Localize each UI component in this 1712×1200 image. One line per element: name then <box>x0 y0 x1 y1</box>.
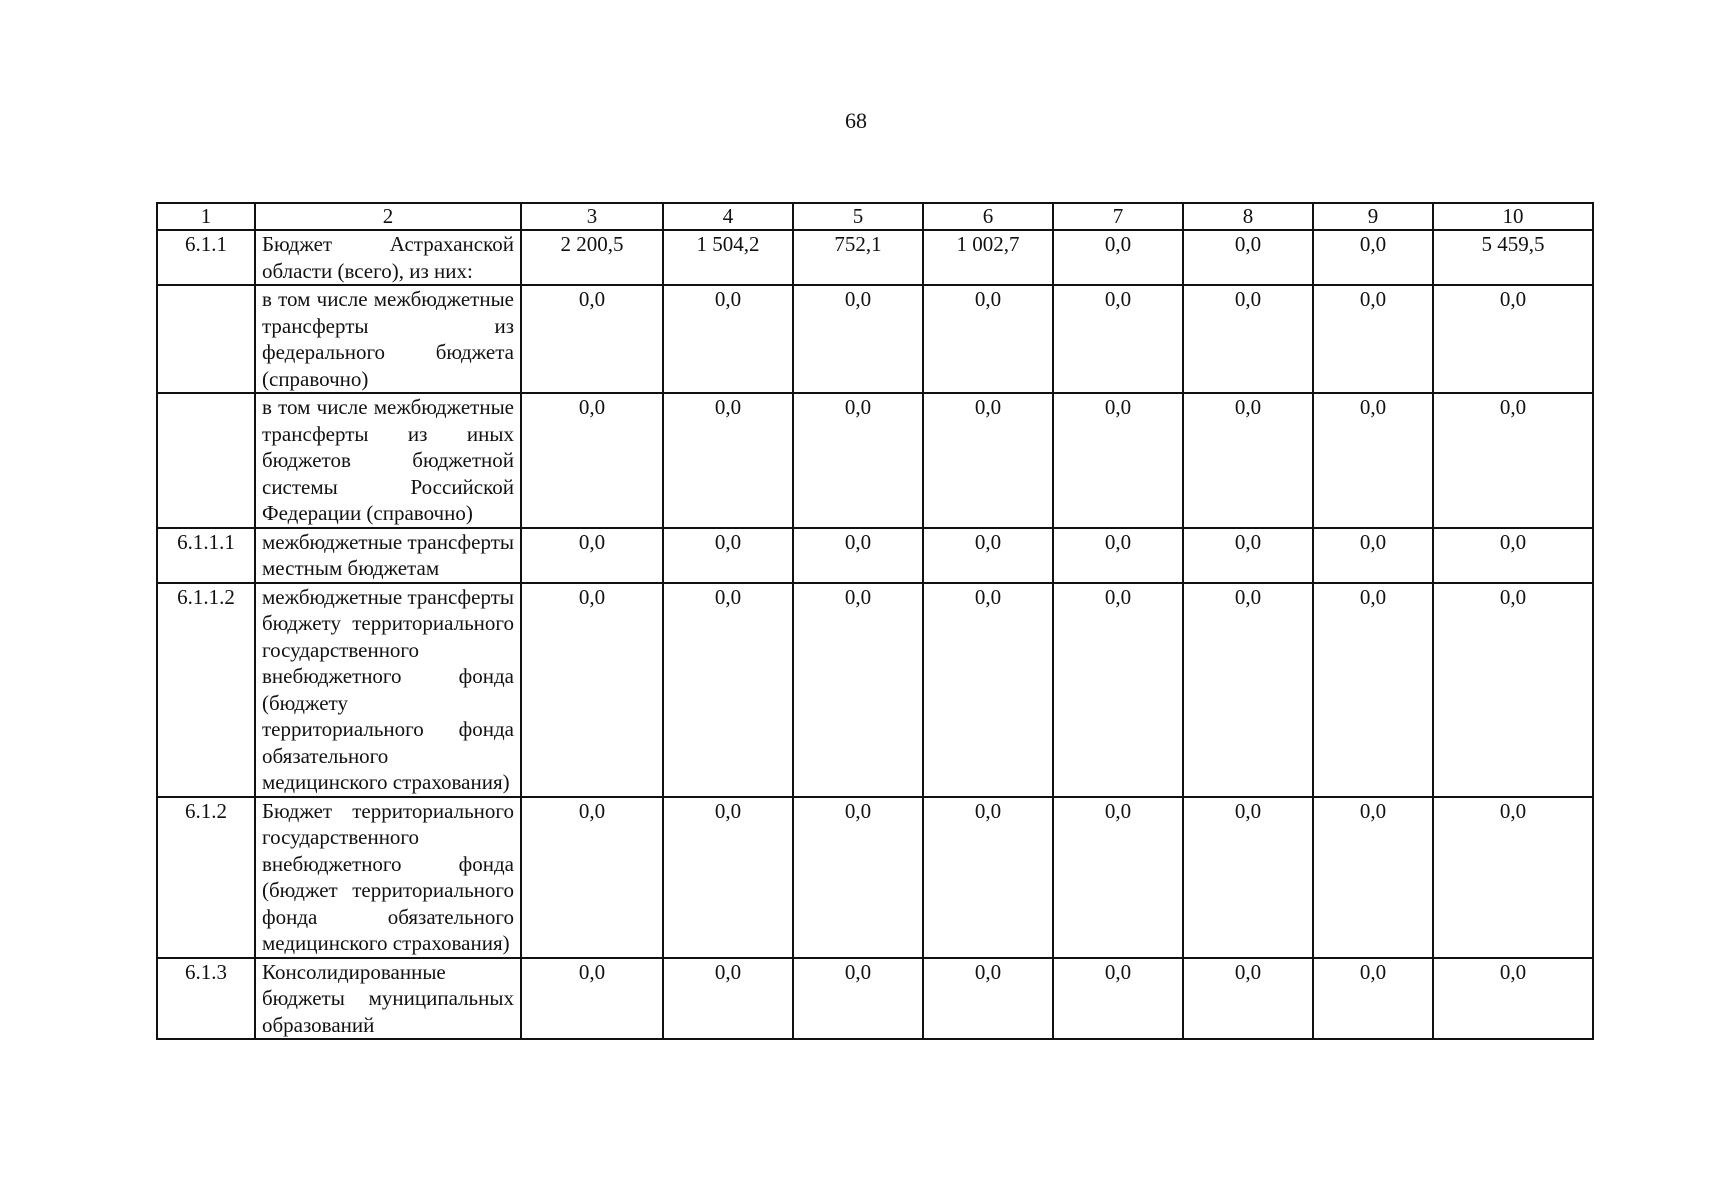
value-cell: 0,0 <box>793 583 923 797</box>
value-cell: 0,0 <box>1053 797 1183 958</box>
value-cell: 1 002,7 <box>923 230 1053 285</box>
table-row <box>157 797 1593 958</box>
value-cell: 0,0 <box>923 797 1053 958</box>
value-cell: 0,0 <box>1433 528 1593 583</box>
table-row <box>157 528 1593 583</box>
column-header: 10 <box>1433 203 1593 230</box>
value-cell: 0,0 <box>1433 958 1593 1040</box>
value-cell: 752,1 <box>793 230 923 285</box>
value-cell: 0,0 <box>1313 285 1433 393</box>
value-cell: 0,0 <box>1183 230 1313 285</box>
value-cell: 0,0 <box>793 285 923 393</box>
table-row <box>157 583 1593 797</box>
value-cell: 0,0 <box>1313 583 1433 797</box>
value-cell: 5 459,5 <box>1433 230 1593 285</box>
value-cell: 0,0 <box>1313 393 1433 528</box>
value-cell: 0,0 <box>1183 958 1313 1040</box>
column-header: 1 <box>157 203 255 230</box>
value-cell: 0,0 <box>521 528 663 583</box>
value-cell: 0,0 <box>923 285 1053 393</box>
value-cell: 0,0 <box>793 528 923 583</box>
column-header: 7 <box>1053 203 1183 230</box>
value-cell: 0,0 <box>1313 797 1433 958</box>
value-cell: 0,0 <box>521 958 663 1040</box>
column-header: 4 <box>663 203 793 230</box>
value-cell: 0,0 <box>1433 797 1593 958</box>
value-cell: 0,0 <box>663 797 793 958</box>
value-cell: 0,0 <box>923 528 1053 583</box>
value-cell: 0,0 <box>1313 230 1433 285</box>
value-cell: 0,0 <box>663 393 793 528</box>
budget-table <box>156 202 1594 1040</box>
table-row <box>157 958 1593 1040</box>
value-cell: 0,0 <box>1053 230 1183 285</box>
value-cell: 0,0 <box>1313 958 1433 1040</box>
row-code: 6.1.2 <box>157 797 255 958</box>
value-cell: 0,0 <box>1183 797 1313 958</box>
table-row <box>157 230 1593 285</box>
value-cell: 0,0 <box>663 958 793 1040</box>
row-code <box>157 393 255 528</box>
value-cell: 0,0 <box>1053 285 1183 393</box>
row-description: межбюджетные трансферты бюджету территориального государственного внебюджетного фонда (бюджету территориального фонда обязательного медицинского страхования) <box>255 583 521 797</box>
value-cell: 0,0 <box>1053 528 1183 583</box>
row-description: в том числе межбюджетные трансферты из иных бюджетов бюджетной системы Российской Федерации (справочно) <box>255 393 521 528</box>
value-cell: 0,0 <box>1183 528 1313 583</box>
row-code: 6.1.1 <box>157 230 255 285</box>
column-header: 2 <box>255 203 521 230</box>
column-header: 3 <box>521 203 663 230</box>
row-description: Бюджет территориального государственного внебюджетного фонда (бюджет территориального фонда обязательного медицинского страхования) <box>255 797 521 958</box>
page-number: 68 <box>845 108 867 133</box>
row-code: 6.1.1.1 <box>157 528 255 583</box>
value-cell: 0,0 <box>1433 285 1593 393</box>
value-cell: 2 200,5 <box>521 230 663 285</box>
value-cell: 0,0 <box>1183 393 1313 528</box>
column-header: 8 <box>1183 203 1313 230</box>
column-header: 5 <box>793 203 923 230</box>
value-cell: 0,0 <box>663 285 793 393</box>
row-description: Бюджет Астраханской области (всего), из них: <box>255 230 521 285</box>
value-cell: 0,0 <box>1053 583 1183 797</box>
row-code: 6.1.1.2 <box>157 583 255 797</box>
row-description: межбюджетные трансферты местным бюджетам <box>255 528 521 583</box>
table-header-row <box>157 203 1593 230</box>
row-description: Консолидированные бюджеты муниципальных образований <box>255 958 521 1040</box>
value-cell: 0,0 <box>521 797 663 958</box>
value-cell: 0,0 <box>1183 285 1313 393</box>
value-cell: 0,0 <box>521 583 663 797</box>
value-cell: 0,0 <box>663 528 793 583</box>
value-cell: 0,0 <box>793 797 923 958</box>
value-cell: 0,0 <box>1053 958 1183 1040</box>
value-cell: 0,0 <box>793 393 923 528</box>
value-cell: 0,0 <box>793 958 923 1040</box>
value-cell: 0,0 <box>521 393 663 528</box>
table-row <box>157 393 1593 528</box>
table-row <box>157 285 1593 393</box>
value-cell: 0,0 <box>1433 583 1593 797</box>
row-code: 6.1.3 <box>157 958 255 1040</box>
value-cell: 0,0 <box>1183 583 1313 797</box>
value-cell: 0,0 <box>1433 393 1593 528</box>
row-code <box>157 285 255 393</box>
column-header: 9 <box>1313 203 1433 230</box>
value-cell: 0,0 <box>923 393 1053 528</box>
value-cell: 0,0 <box>663 583 793 797</box>
value-cell: 0,0 <box>923 958 1053 1040</box>
column-header: 6 <box>923 203 1053 230</box>
value-cell: 1 504,2 <box>663 230 793 285</box>
value-cell: 0,0 <box>521 285 663 393</box>
value-cell: 0,0 <box>1053 393 1183 528</box>
value-cell: 0,0 <box>923 583 1053 797</box>
value-cell: 0,0 <box>1313 528 1433 583</box>
row-description: в том числе межбюджетные трансферты из федерального бюджета (справочно) <box>255 285 521 393</box>
